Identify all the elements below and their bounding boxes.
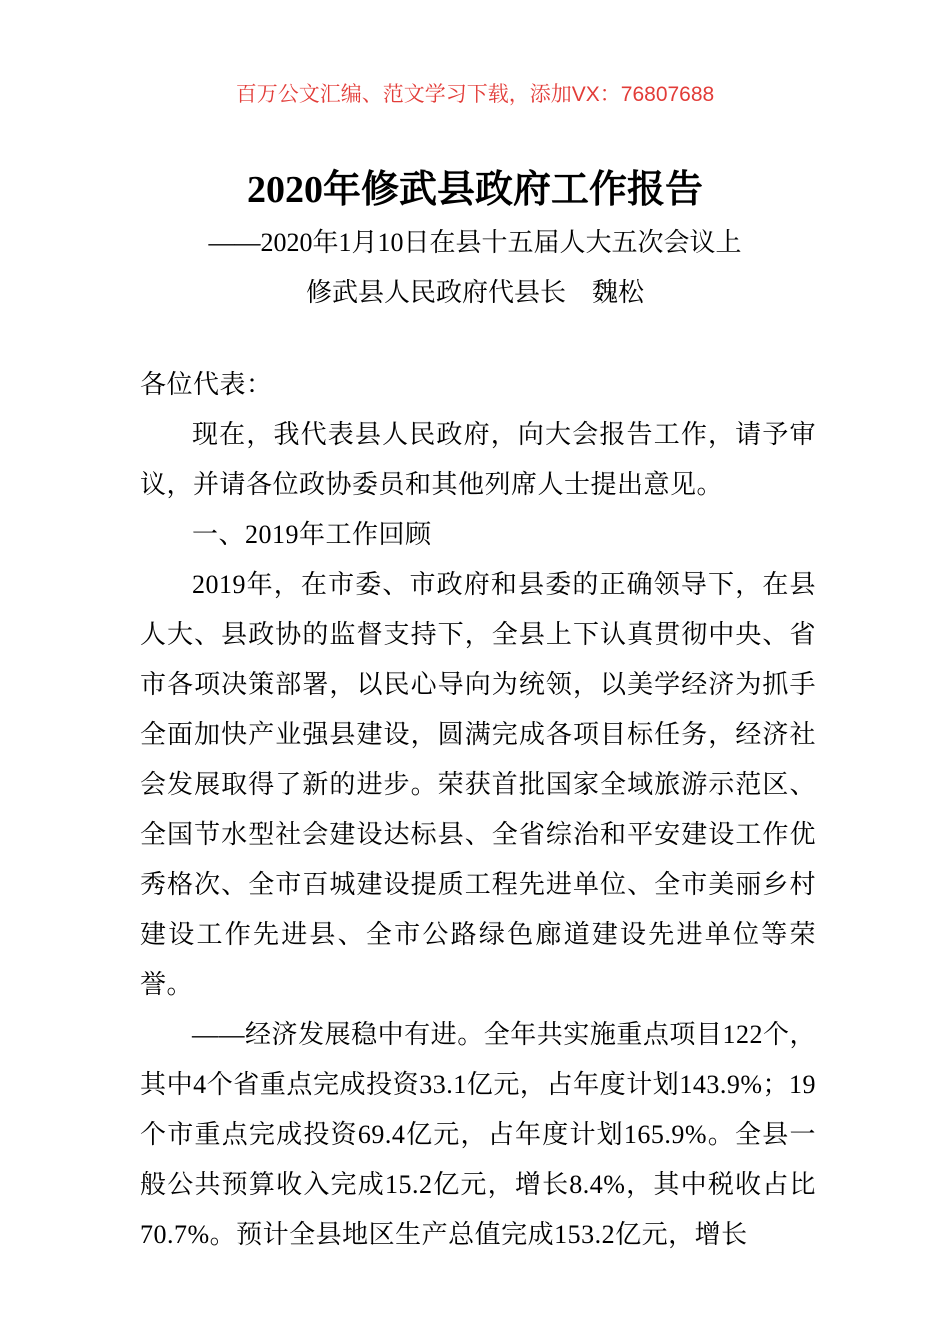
paragraph-2019-overview: 2019年，在市委、市政府和县委的正确领导下，在县人大、县政协的监督支持下，全县上下认真贯彻中央、省市各项决策部署，以民心导向为统领，以美学经济为抓手全面加快产业强县建设，圆满完成各项目标任务，经济社会发展取得了新的进步。荣获首批国家全域旅游示范区、全国节水型社会建设达标县、全省综治和平安建设工作优秀格次、全市百城建设提质工程先进单位、全市美丽乡村建设工作先进县、全市公路绿色廊道建设先进单位等荣誉。 <box>140 570 816 999</box>
document-subtitle: ——2020年1月10日在县十五届人大五次会议上 <box>208 228 742 257</box>
paragraph-intro: 现在，我代表县人民政府，向大会报告工作，请予审议，并请各位政协委员和其他列席人士提出意见。 <box>140 420 816 499</box>
document-body <box>140 360 816 1260</box>
section-heading-2019-review: 一、2019年工作回顾 <box>192 520 432 549</box>
promo-notice-banner: 百万公文汇编、范文学习下载，添加VX：76807688 <box>235 83 715 106</box>
salutation: 各位代表： <box>140 370 273 399</box>
paragraph-economy-progress: ——经济发展稳中有进。全年共实施重点项目122个，其中4个省重点完成投资33.1亿元，占年度计划143.9%；19个市重点完成投资69.4亿元，占年度计划165.9%。全县一般公共预算收入完成15.2亿元，增长8.4%，其中税收占比70.7%。预计全县地区生产总值完成153.2亿元，增长 <box>140 1020 816 1249</box>
document-title: 2020年修武县政府工作报告 <box>246 169 703 211</box>
document-byline: 修武县人民政府代县长 魏松 <box>305 278 644 307</box>
